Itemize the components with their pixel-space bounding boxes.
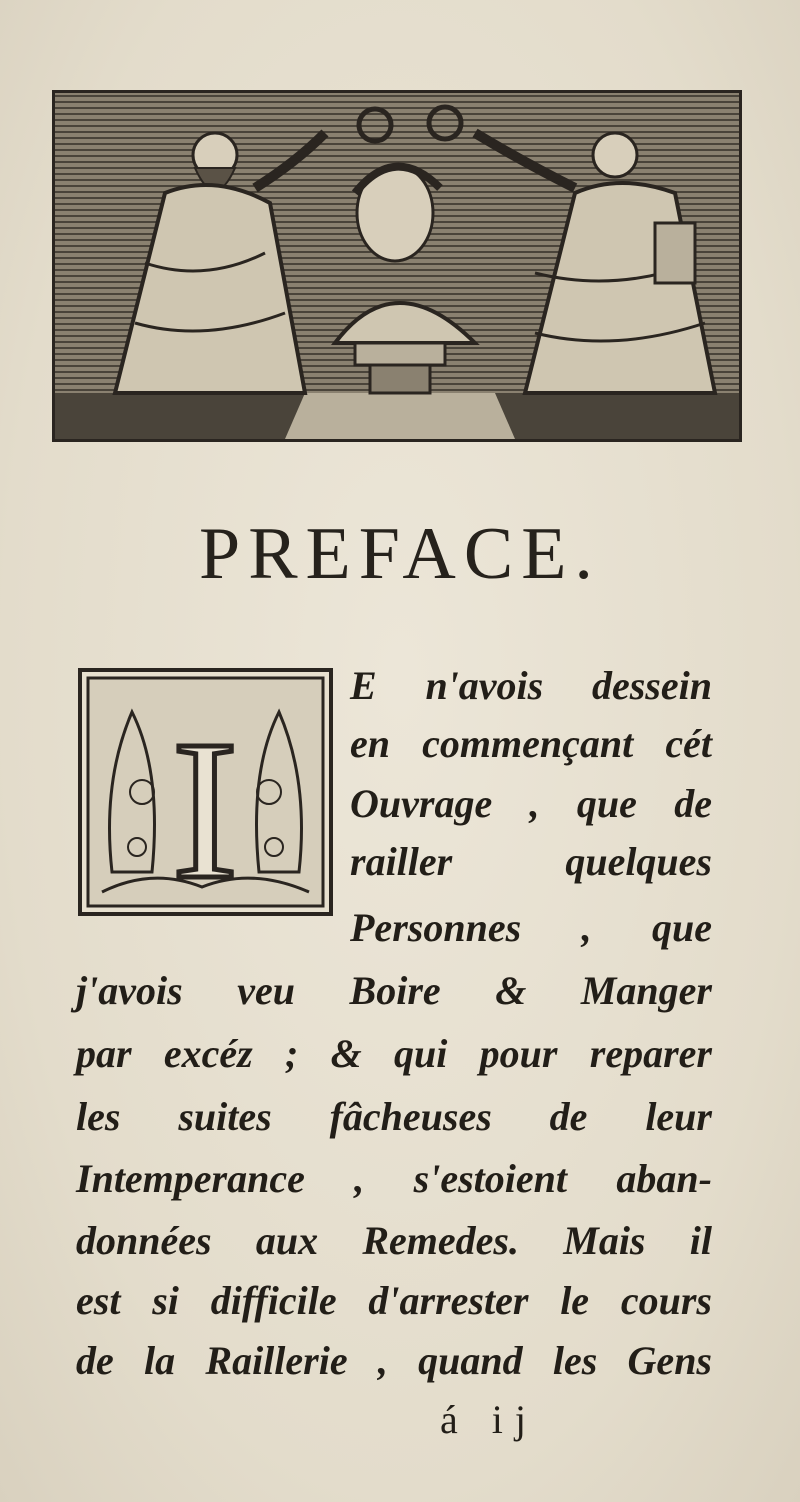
page-title: PREFACE. (199, 513, 601, 595)
decorated-initial-letter (78, 668, 333, 916)
text-line: les suites fâcheuses de leur (76, 1094, 712, 1139)
text-line: par excéz ; & qui pour reparer (76, 1031, 712, 1076)
text-line: données aux Remedes. Mais il (76, 1218, 712, 1263)
text-line: Intemperance , s'estoient aban- (76, 1156, 712, 1201)
text-line: j'avois veu Boire & Manger (76, 968, 712, 1013)
text-line: E n'avois dessein (350, 663, 712, 708)
text-line: en commençant cét (350, 721, 712, 766)
text-line: Ouvrage , que de (350, 781, 712, 826)
floral-initial-ornament (82, 672, 329, 912)
text-line: de la Raillerie , quand les Gens (76, 1338, 712, 1383)
woodcut-headpiece-illustration (52, 90, 742, 442)
text-line: railler quelques (350, 839, 712, 884)
signature-mark: á ij (440, 1397, 538, 1442)
woodcut-engraving (55, 93, 739, 439)
initial-letter-glyph: I (171, 700, 239, 912)
text-line: Personnes , que (350, 905, 712, 950)
text-line: est si difficile d'arrester le cours (76, 1278, 712, 1323)
